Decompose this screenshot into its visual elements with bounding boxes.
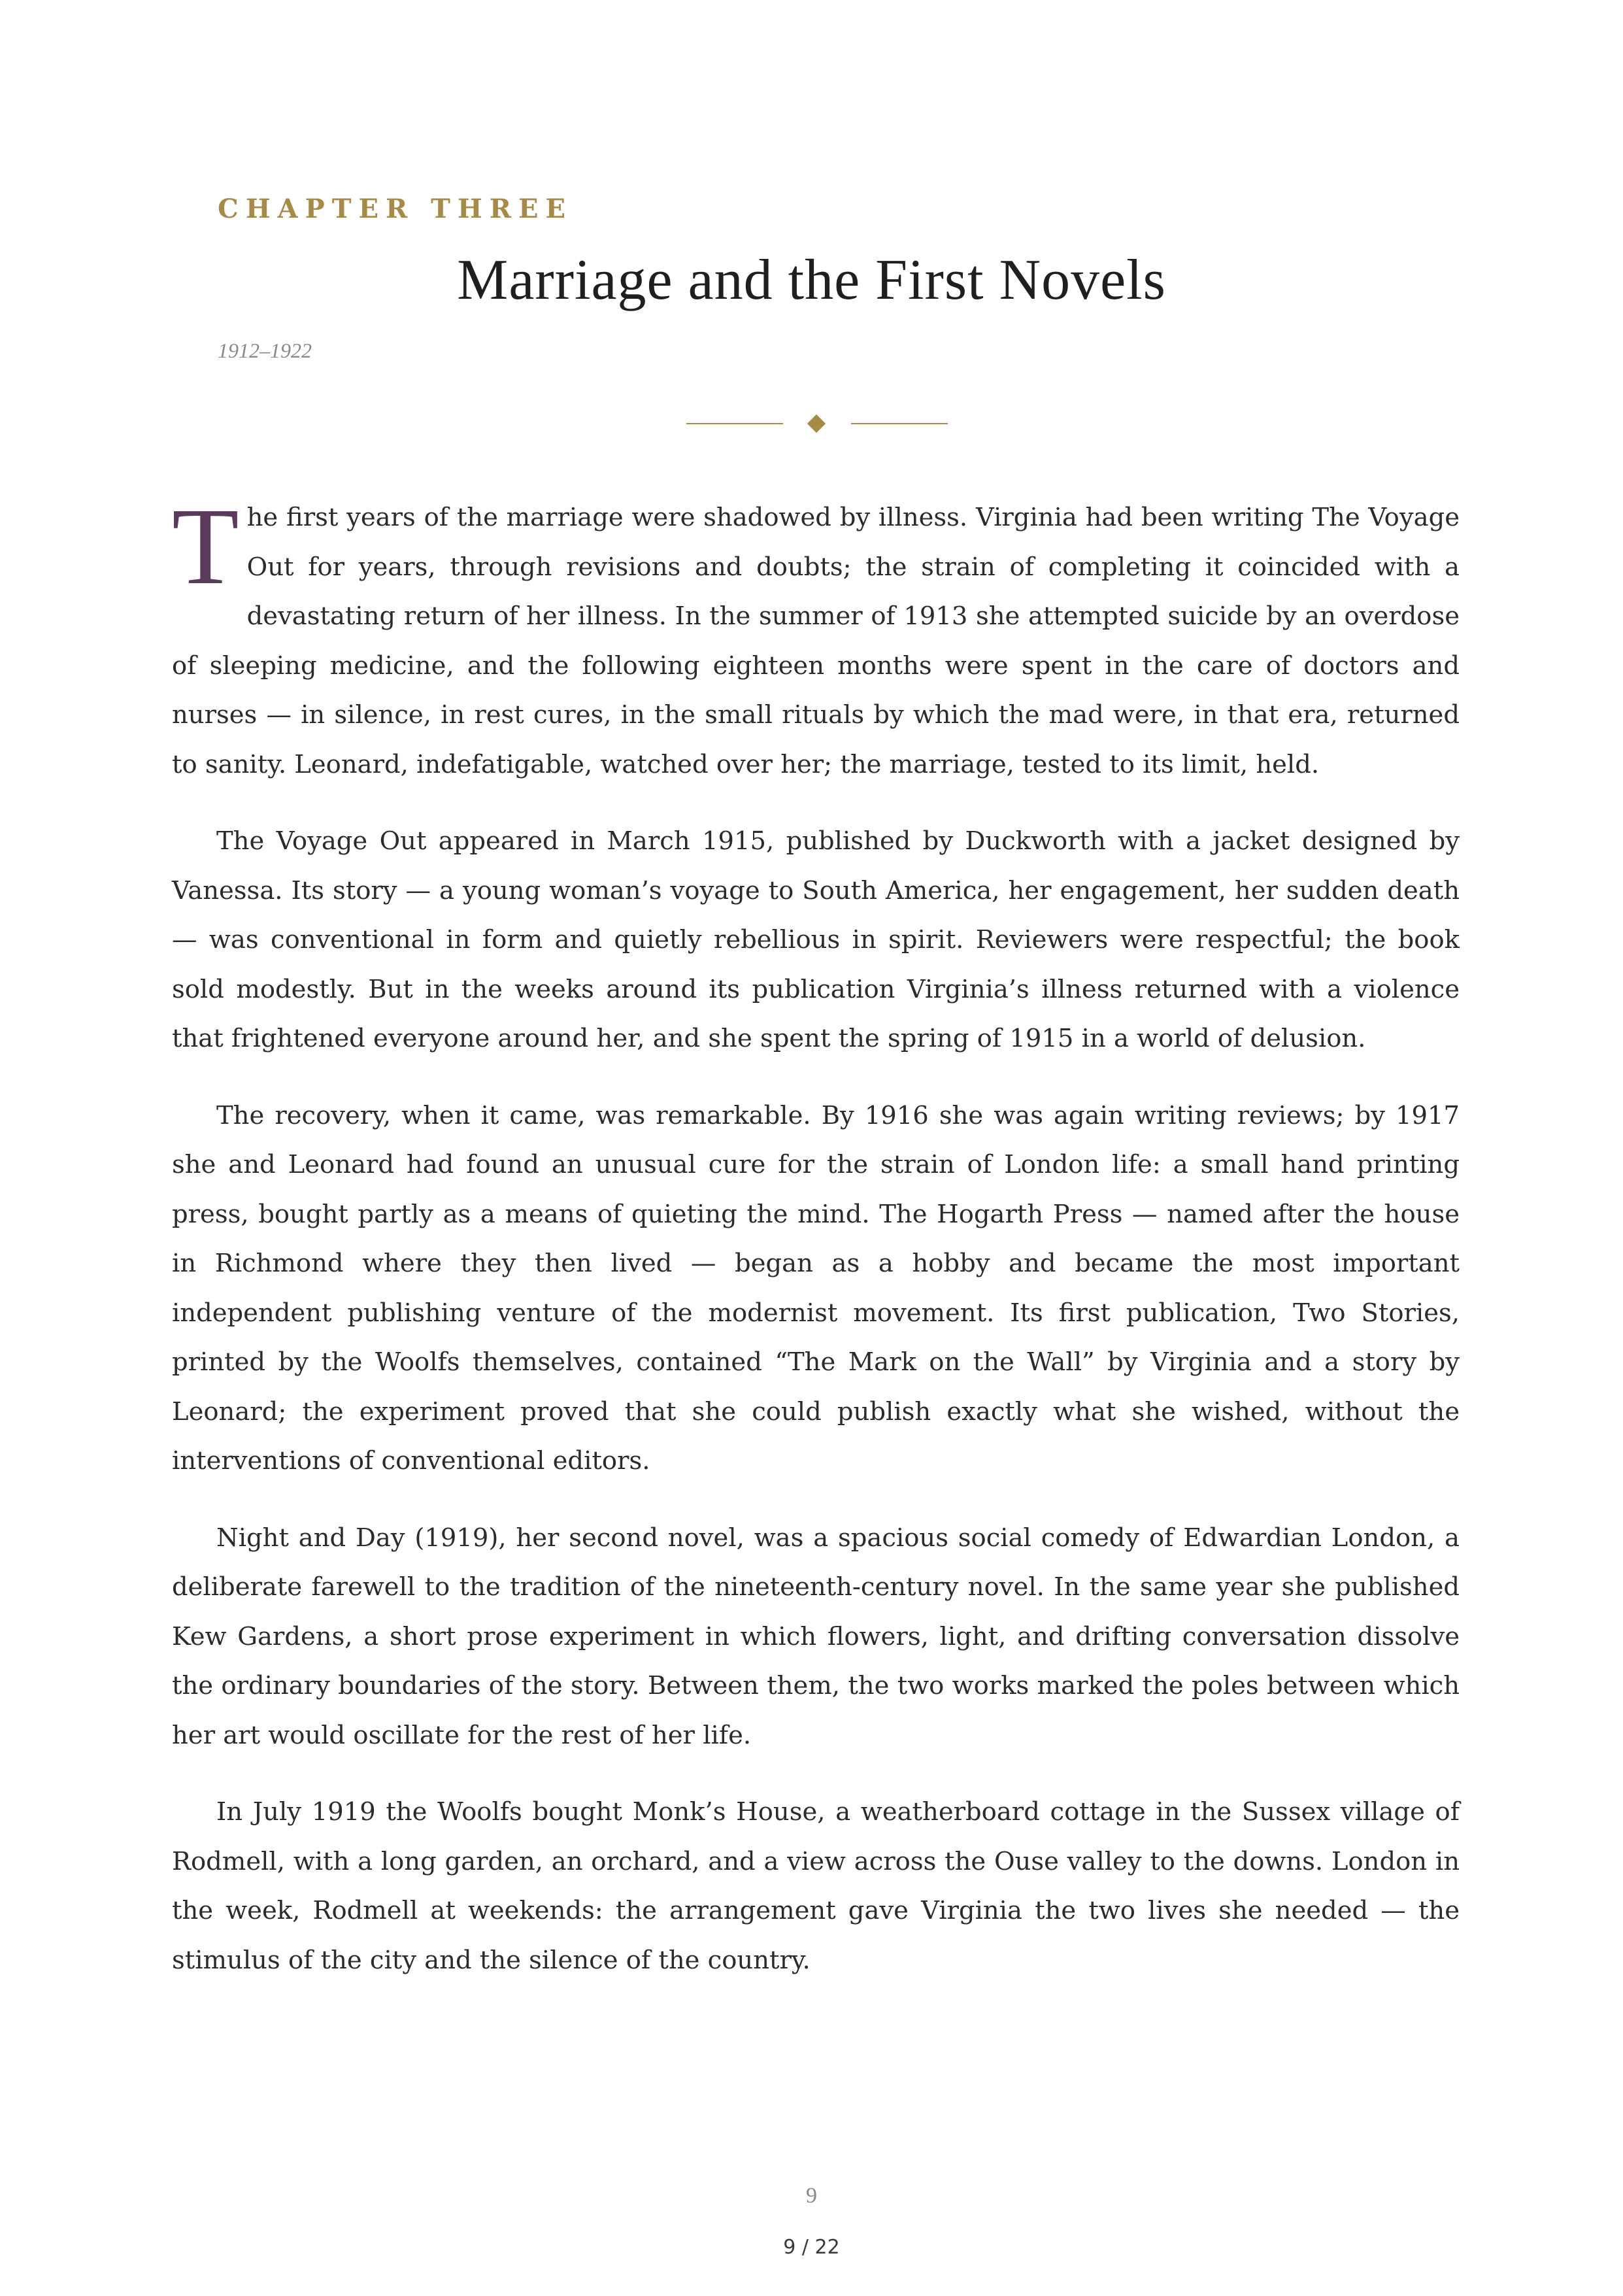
chapter-body xyxy=(172,486,1460,2012)
divider-line-left xyxy=(686,423,783,424)
body-paragraph-1-text: he first years of the marriage were shadowed by illness. Virginia had been writing The Voyage Out for years, through revisions and doubts; the strain of completing it coincided with a devastating return of her illness. In the summer of 1913 she attempted suicide by an overdose of sleeping medicine, and the following eighteen months were spent in the care of doctors and nurses — in silence, in rest cures, in the small rituals by which the mad were, in that era, returned to sanity. Leonard, indefatigable, watched over her; the marriage, tested to its limit, held. xyxy=(172,503,1460,779)
body-paragraph-4: Night and Day (1919), her second novel, was a spacious social comedy of Edwardian London, a deliberate farewell to the tradition of the nineteenth-century novel. In the same year she published Kew Gardens, a short prose experiment in which flowers, light, and drifting conversation dissolve the ordinary boundaries of the story. Between them, the two works marked the poles between which her art would oscillate for the rest of her life. xyxy=(172,1523,1460,1750)
page-counter: 9 / 22 xyxy=(783,2236,840,2259)
body-paragraph-1 xyxy=(172,486,1460,789)
body-paragraph-5: In July 1919 the Woolfs bought Monk’s House, a weatherboard cottage in the Sussex village of Rodmell, with a long garden, an orchard, and a view across the Ouse valley to the downs. London in the week, Rodmell at weekends: the arrangement gave Virginia the two lives she needed — the stimulus of the city and the silence of the country. xyxy=(172,1797,1460,1975)
page-number: 9 xyxy=(806,2184,817,2208)
divider-line-right xyxy=(851,423,948,424)
body-paragraph-2: The Voyage Out appeared in March 1915, published by Duckworth with a jacket designed by Vanessa. Its story — a young woman’s voyage to South America, her engagement, her sudden death — was conventional in form and quietly rebellious in spirit. Reviewers were respectful; the book sold modestly. But in the weeks around its publication Virginia’s illness returned with a violence that frightened everyone around her, and she spent the spring of 1915 in a world of delusion. xyxy=(172,826,1460,1053)
diamond-icon xyxy=(807,414,826,433)
drop-cap: T xyxy=(172,486,239,607)
chapter-title: Marriage and the First Novels xyxy=(457,248,1166,312)
chapter-date-range: 1912–1922 xyxy=(218,339,312,362)
section-divider-ornament xyxy=(686,413,948,434)
body-paragraph-3: The recovery, when it came, was remarkable. By 1916 she was again writing reviews; by 1917 she and Leonard had found an unusual cure for the strain of London life: a small hand printing press, bought partly as a means of quieting the mind. The Hogarth Press — named after the house in Richmond where they then lived — began as a hobby and became the most important independent publishing venture of the modernist movement. Its first publication, Two Stories, printed by the Woolfs themselves, contained “The Mark on the Wall” by Virginia and a story by Leonard; the experiment proved that she could publish exactly what she wished, without the interventions of conventional editors. xyxy=(172,1100,1460,1476)
chapter-label: CHAPTER THREE xyxy=(218,194,573,224)
